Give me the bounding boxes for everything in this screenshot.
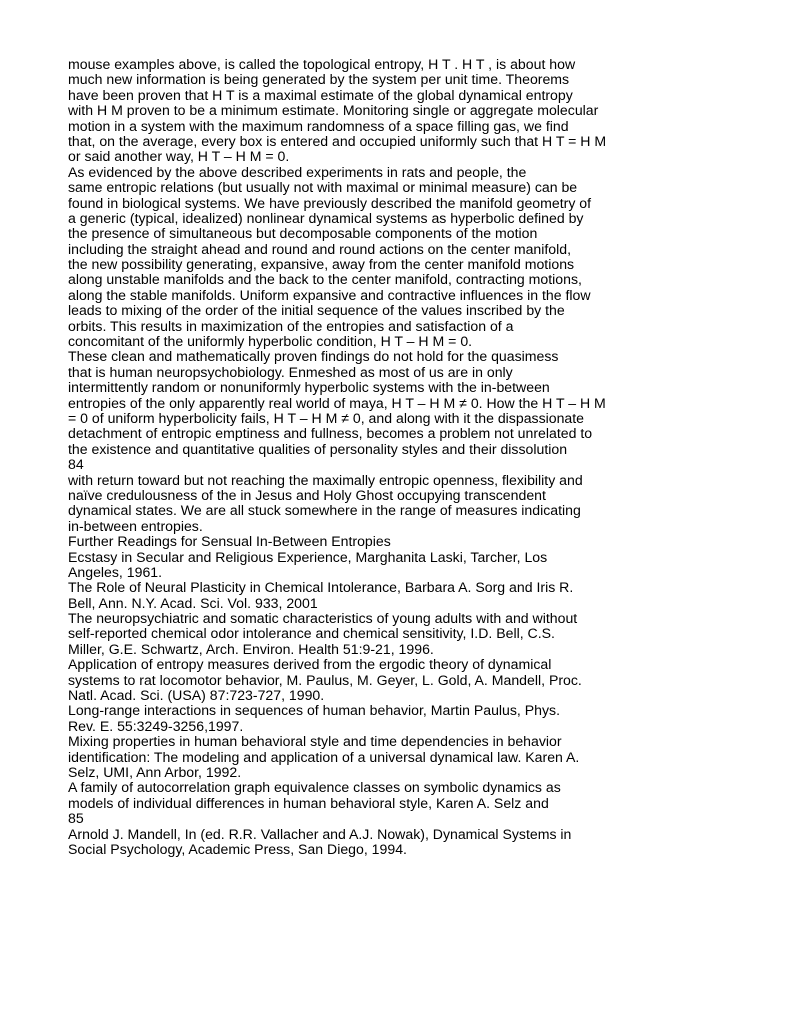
- text-line: = 0 of uniform hyperbolicity fails, H T – H M ≠ 0, and along with it the dispassionate: [68, 409, 585, 426]
- reference-line: Ecstasy in Secular and Religious Experience, Marghanita Laski, Tarcher, Los: [68, 548, 548, 565]
- text-line: the new possibility generating, expansive, away from the center manifold motions: [68, 256, 575, 273]
- reference-line: Bell, Ann. N.Y. Acad. Sci. Vol. 933, 2001: [68, 594, 318, 611]
- reference-line: Natl. Acad. Sci. (USA) 87:723-727, 1990.: [68, 687, 325, 704]
- text-line: concomitant of the uniformly hyperbolic condition, H T – H M = 0.: [68, 333, 473, 350]
- text-line: same entropic relations (but usually not with maximal or minimal measure) can be: [68, 179, 578, 196]
- text-line: mouse examples above, is called the topological entropy, H T . H T , is about how: [68, 56, 576, 72]
- text-line: intermittently random or nonuniformly hyperbolic systems with the in-between: [68, 379, 550, 396]
- text-line: leads to mixing of the order of the initial sequence of the values inscribed by the: [68, 302, 565, 319]
- document-page: [68, 57, 768, 873]
- text-line: As evidenced by the above described experiments in rats and people, the: [68, 163, 527, 180]
- reference-line: Long-range interactions in sequences of human behavior, Martin Paulus, Phys.: [68, 702, 561, 719]
- text-line: naïve credulousness of the in Jesus and Holy Ghost occupying transcendent: [68, 486, 546, 503]
- reference-line: systems to rat locomotor behavior, M. Paulus, M. Geyer, L. Gold, A. Mandell, Proc.: [68, 671, 582, 688]
- text-line: along unstable manifolds and the back to the center manifold, contracting motions,: [68, 271, 582, 288]
- reference-line: The Role of Neural Plasticity in Chemical Intolerance, Barbara A. Sorg and Iris R.: [68, 579, 574, 596]
- page-number: Arnold J. Mandell, In (ed. R.R. Vallacher and A.J. Nowak), Dynamical Systems in: [68, 825, 572, 842]
- reference-line: Miller, G.E. Schwartz, Arch. Environ. Health 51:9-21, 1996.: [68, 640, 434, 657]
- text-line: including the straight ahead and round and round actions on the center manifold,: [68, 240, 572, 257]
- reference-line: Mixing properties in human behavioral style and time dependencies in behavior: [68, 733, 562, 750]
- section-heading: Further Readings for Sensual In-Between Entropies: [68, 533, 391, 550]
- reference-line: The neuropsychiatric and somatic characteristics of young adults with and without: [68, 610, 578, 627]
- text-line: much new information is being generated by the system per unit time. Theorems: [68, 71, 570, 88]
- reference-line: Angeles, 1961.: [68, 563, 163, 580]
- reference-line: Rev. E. 55:3249-3256,1997.: [68, 717, 244, 734]
- reference-line: Social Psychology, Academic Press, San Diego, 1994.: [68, 840, 407, 857]
- text-line: a generic (typical, idealized) nonlinear dynamical systems as hyperbolic defined by: [68, 209, 584, 226]
- text-line: entropies of the only apparently real world of maya, H T – H M ≠ 0. How the H T – H M: [68, 394, 606, 411]
- text-line: found in biological systems. We have previously described the manifold geometry of: [68, 194, 592, 211]
- text-line: the presence of simultaneous but decomposable components of the motion: [68, 225, 538, 242]
- text-line: have been proven that H T is a maximal estimate of the global dynamical entropy: [68, 86, 573, 103]
- reference-line: self-reported chemical odor intolerance and chemical sensitivity, I.D. Bell, C.S.: [68, 625, 555, 642]
- text-line: These clean and mathematically proven findings do not hold for the quasimess: [68, 348, 559, 365]
- text-line: the existence and quantitative qualities of personality styles and their dissolution: [68, 440, 568, 457]
- page-number: 84: [68, 456, 84, 473]
- text-line: motion in a system with the maximum randomness of a space filling gas, we find: [68, 117, 569, 134]
- text-line: along the stable manifolds. Uniform expansive and contractive influences in the flow: [68, 286, 591, 303]
- reference-line: Selz, UMI, Ann Arbor, 1992.: [68, 763, 242, 780]
- text-line: dynamical states. We are all stuck somewhere in the range of measures indicating: [68, 502, 581, 519]
- text-line: that, on the average, every box is entered and occupied uniformly such that H T = H M: [68, 132, 607, 149]
- reference-line: identification: The modeling and application of a universal dynamical law. Karen A.: [68, 748, 580, 765]
- text-line: or said another way, H T – H M = 0.: [68, 148, 290, 165]
- text-line: that is human neuropsychobiology. Enmeshed as most of us are in only: [68, 363, 513, 380]
- text-line: detachment of entropic emptiness and fullness, becomes a problem not unrelated to: [68, 425, 593, 442]
- reference-line: 85: [68, 810, 84, 827]
- reference-line: A family of autocorrelation graph equivalence classes on symbolic dynamics as: [68, 779, 561, 796]
- text-line: in-between entropies.: [68, 517, 203, 534]
- reference-line: models of individual differences in human behavioral style, Karen A. Selz and: [68, 794, 549, 811]
- text-line: with return toward but not reaching the maximally entropic openness, flexibility and: [68, 471, 583, 488]
- text-line: orbits. This results in maximization of the entropies and satisfaction of a: [68, 317, 514, 334]
- reference-line: [68, 857, 768, 872]
- text-line: with H M proven to be a minimum estimate. Monitoring single or aggregate molecular: [68, 102, 599, 119]
- reference-line: Application of entropy measures derived from the ergodic theory of dynamical: [68, 656, 552, 673]
